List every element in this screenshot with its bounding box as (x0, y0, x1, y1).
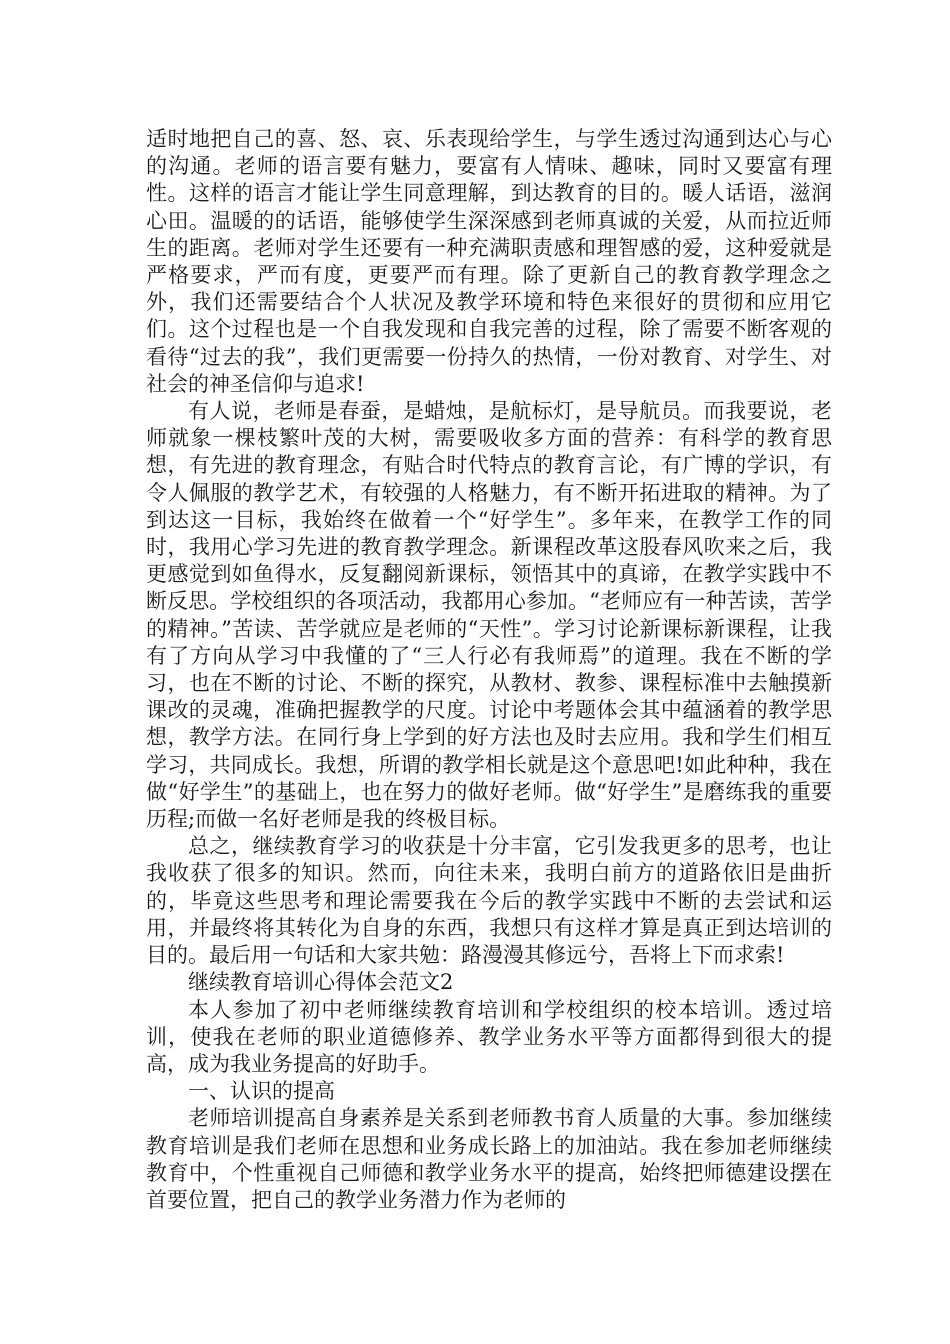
paragraph-5: 老师培训提高自身素养是关系到老师教书育人质量的大事。参加继续教育培训是我们老师在思想和业务成长路上的加油站。我在参加老师继续教育中，个性重视自己师德和教学业务水平的提高，始终把师德建设摆在首要位置，把自己的教学业务潜力作为老师的 (146, 1106, 832, 1212)
paragraph-3: 总之，继续教育学习的收获是十分丰富，它引发我更多的思考，也让我收获了很多的知识。然而，向往未来，我明白前方的道路依旧是曲折的，毕竟这些思考和理论需要我在今后的教学实践中不断的去尝试和运用，并最终将其转化为自身的东西，我想只有这样才算是真正到达培训的目的。最后用一句话和大家共勉：路漫漫其修远兮，吾将上下而求索! (146, 834, 832, 968)
document-page (146, 126, 832, 1214)
paragraph-4: 本人参加了初中老师继续教育培训和学校组织的校本培训。透过培训，使我在老师的职业道德修养、教学业务水平等方面都得到很大的提高，成为我业务提高的好助手。 (146, 997, 832, 1076)
section-title-essay-2: 继续教育培训心得体会范文2 (188, 970, 454, 995)
section-heading-1: 一、认识的提高 (188, 1079, 335, 1104)
paragraph-2: 有人说，老师是春蚕，是蜡烛，是航标灯，是导航员。而我要说，老师就象一棵枝繁叶茂的大树，需要吸收多方面的营养：有科学的教育思想，有先进的教育理念，有贴合时代特点的教育言论，有广博的学识，有令人佩服的教学艺术，有较强的人格魅力，有不断开拓进取的精神。为了到达这一目标，我始终在做着一个“好学生”。多年来，在教学工作的同时，我用心学习先进的教育教学理念。新课程改革这股春风吹来之后，我更感觉到如鱼得水，反复翻阅新课标，领悟其中的真谛，在教学实践中不断反思。学校组织的各项活动，我都用心参加。“老师应有一种苦读，苦学的精神。”苦读、苦学就应是老师的“天性”。学习讨论新课标新课程，让我有了方向从学习中我懂的了“三人行必有我师焉”的道理。我在不断的学习，也在不断的讨论、不断的探究，从教材、教参、课程标准中去触摸新课改的灵魂，准确把握教学的尺度。讨论中考题体会其中蕴涵着的教学思想，教学方法。在同行身上学到的好方法也及时去应用。我和学生们相互学习，共同成长。我想，所谓的教学相长就是这个意思吧!如此种种，我在做“好学生”的基础上，也在努力的做好老师。做“好学生”是磨练我的重要历程;而做一名好老师是我的终极目标。 (146, 399, 832, 832)
paragraph-1: 适时地把自己的喜、怒、哀、乐表现给学生，与学生透过沟通到达心与心的沟通。老师的语言要有魅力，要富有人情味、趣味，同时又要富有理性。这样的语言才能让学生同意理解，到达教育的目的。暖人话语，滋润心田。温暖的的话语，能够使学生深深感到老师真诚的关爱，从而拉近师生的距离。老师对学生还要有一种充满职责感和理智感的爱，这种爱就是严格要求，严而有度，更要严而有理。除了更新自己的教育教学理念之外，我们还需要结合个人状况及教学环境和特色来很好的贯彻和应用它们。这个过程也是一个自我发现和自我完善的过程，除了需要不断客观的看待“过去的我”，我们更需要一份持久的热情，一份对教育、对学生、对社会的神圣信仰与追求! (146, 127, 832, 396)
